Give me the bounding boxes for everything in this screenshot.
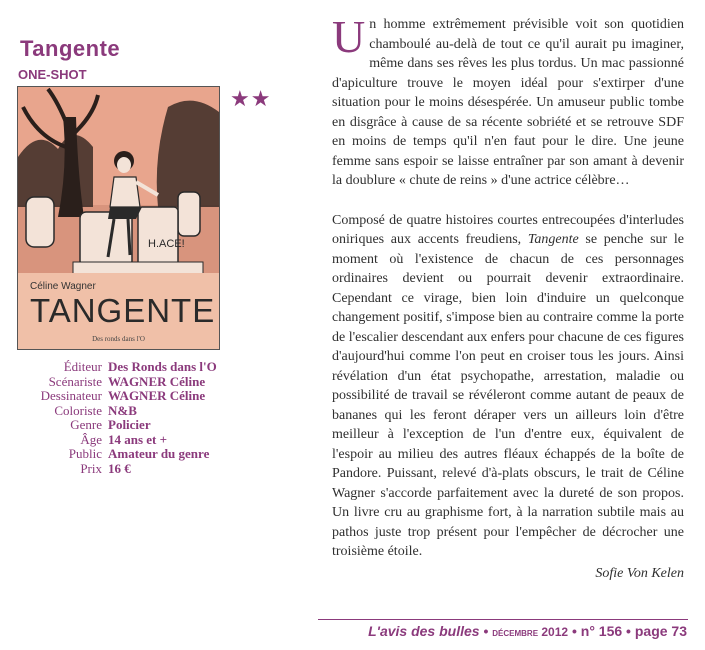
detail-value: Amateur du genre: [108, 446, 210, 461]
detail-value: Des Ronds dans l'O: [108, 359, 217, 374]
svg-text:H.ACE!: H.ACE!: [148, 238, 185, 250]
issue-number: n° 156: [580, 623, 623, 639]
detail-label: Genre: [70, 417, 102, 432]
book-title: Tangente: [20, 36, 121, 61]
detail-value: 16 €: [108, 460, 131, 476]
review-author: Sofie Von Kelen: [595, 565, 684, 581]
cover-publisher: Des ronds dans l'O: [92, 335, 145, 343]
drop-cap: U: [332, 11, 366, 62]
detail-value: 14 ans et +: [108, 431, 168, 447]
page-number: page 73: [634, 623, 687, 639]
detail-row-dessinateur: [18, 389, 278, 404]
star-rating: ★★: [230, 86, 272, 111]
detail-row-coloriste: [18, 404, 278, 419]
paragraph-text: n homme extrêmement prévisible voit son quotidien chamboulé au-delà de tout ce qu'il aurait pu imaginer, même dans ses rêves les plus tordus. Un mac passionné d'apiculture trouve le moyen idéal pour s'extirper d'une situation pour le moins désespérée. Un amuseur public tombe en disgrâce à cause de sa récente sobriété et se retrouve SDF en moins de temps qu'il n'en faut pour le dire. Une jeune femme sans espoir se laisse entraîner par son amant à devenir la doublure « chute de reins » d'une actrice célèbre…: [332, 17, 684, 188]
detail-label: Dessinateur: [40, 388, 102, 403]
footer-separator: •: [622, 623, 635, 639]
detail-row-age: [18, 433, 278, 448]
detail-row-genre: [18, 418, 278, 433]
footer-separator: •: [568, 623, 581, 639]
detail-row-prix: [18, 462, 278, 477]
detail-row-scenariste: [18, 375, 278, 390]
detail-label: Prix: [80, 460, 102, 476]
paragraph-text: se penche sur le moment où l'existence de chacun de ces personnages ordinaires devient ou pourrait devenir extraordinaire. Cependant ce virage, bien loin d'induire un quelconque changement positif, s'impose bien au contraire comme la porte de l'escalier descendant aux enfers pour chacune de ces figures d'aujourd'hui comme l'on peut en croiser tous les jours. Ainsi révélation d'un état psychopathe, arrestation, maladie ou possibilité de travail se révéleront comme autant de peaux de bananes qui les feront déraper vers un ailleurs loin d'être meilleur à l'exception de l'un d'entre eux, équivalent de l'espoir au milieu des autres fléaux échappés de la boîte de Pandore. Puissant, relevé d'à-plats obscurs, le trait de Céline Wagner s'accorde parfaitement avec la dureté de son propos. Un livre cru au graphisme fort, à la narration subtile mais au pathos juste trop présent pour l'empêcher de décrocher une troisième étoile.: [332, 232, 684, 559]
review-article: [332, 11, 684, 583]
issue-date: décembre 2012: [492, 625, 569, 639]
book-cover: [17, 86, 220, 350]
review-paragraph-1: [332, 11, 684, 191]
detail-label: Éditeur: [63, 359, 102, 374]
detail-value: WAGNER Céline: [108, 373, 206, 389]
cover-author: Céline Wagner: [30, 281, 96, 292]
detail-label: Coloriste: [54, 402, 102, 418]
page-footer: [368, 623, 687, 639]
detail-row-public: [18, 447, 278, 462]
detail-value: WAGNER Céline: [108, 388, 206, 403]
footer-separator: •: [479, 623, 493, 639]
detail-label: Public: [68, 446, 102, 461]
footer-divider: [318, 619, 688, 620]
book-title-inline: Tangente: [527, 232, 579, 247]
detail-value: N&B: [108, 402, 137, 418]
detail-label: Âge: [80, 431, 102, 447]
detail-row-editeur: [18, 360, 278, 375]
book-format: ONE-SHOT: [18, 67, 87, 82]
detail-label: Scénariste: [48, 373, 102, 389]
cover-title: TANGENTE: [30, 292, 216, 329]
review-paragraph-2: [332, 211, 684, 562]
book-details: [18, 360, 278, 476]
detail-value: Policier: [108, 417, 151, 432]
magazine-name: L'avis des bulles: [368, 623, 480, 639]
paragraph-text: Composé de quatre histoires courtes entrecoupées d'interludes oniriques aux accents freudiens,: [332, 212, 684, 247]
